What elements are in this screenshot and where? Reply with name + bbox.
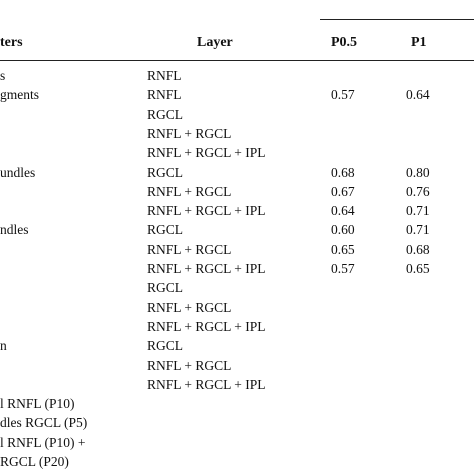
row-p0-5-value: 0.57 [331,261,355,276]
row-layer: RNFL + RGCL + IPL [147,203,266,219]
row-layer: RNFL + RGCL + IPL [147,318,266,334]
row-parameter: ndles [0,222,29,238]
row-p0-5-value: 0.65 [331,241,355,257]
row-parameter: undles [0,164,36,180]
row-layer: RNFL + RGCL [147,357,232,373]
row-p1-value: 0.68 [406,241,430,257]
row-p0-5-value: 0.64 [331,203,355,219]
row-layer: RNFL [147,87,182,103]
row-layer: RNFL + RGCL + IPL [147,145,266,161]
row-layer: RNFL + RGCL [147,241,232,257]
row-layer: RGCL [147,222,184,238]
row-parameter: l RNFL (P10) [0,396,75,412]
header-layer: Layer [197,35,233,50]
row-parameter: RGCL (P20) [0,454,69,469]
row-p1-value: 0.65 [406,261,430,276]
row-p0-5-value: 0.60 [331,222,355,238]
row-layer: RGCL [147,164,184,180]
row-layer: RNFL [147,68,182,83]
row-p1-value: 0.76 [406,183,430,199]
row-parameter: dles RGCL (P5) [0,415,88,431]
row-layer: RGCL [147,338,184,354]
row-layer: RNFL + RGCL [147,183,232,199]
header-p0-5: P0.5 [331,35,358,50]
row-layer: RGCL [147,106,184,122]
row-layer: RNFL + RGCL [147,299,232,315]
row-p1-value: 0.64 [406,87,430,103]
row-layer: RNFL + RGCL + IPL [147,261,266,276]
row-p1-value: 0.80 [406,164,430,180]
row-p1-value: 0.71 [406,203,430,219]
row-parameter: gments [0,87,39,103]
row-parameter: s [0,68,6,83]
row-layer: RNFL + RGCL + IPL [147,376,266,392]
header-parameters: ters [0,35,23,50]
row-p0-5-value: 0.67 [331,183,355,199]
row-layer: RGCL [147,280,184,296]
top-rule [320,19,474,20]
header-rule [0,60,474,61]
header-p1: P1 [411,35,427,50]
row-p0-5-value: 0.57 [331,87,355,103]
row-parameter: l RNFL (P10) + [0,434,86,450]
row-p1-value: 0.71 [406,222,430,238]
row-layer: RNFL + RGCL [147,125,232,141]
row-p0-5-value: 0.68 [331,164,355,180]
row-parameter: n [0,338,7,354]
